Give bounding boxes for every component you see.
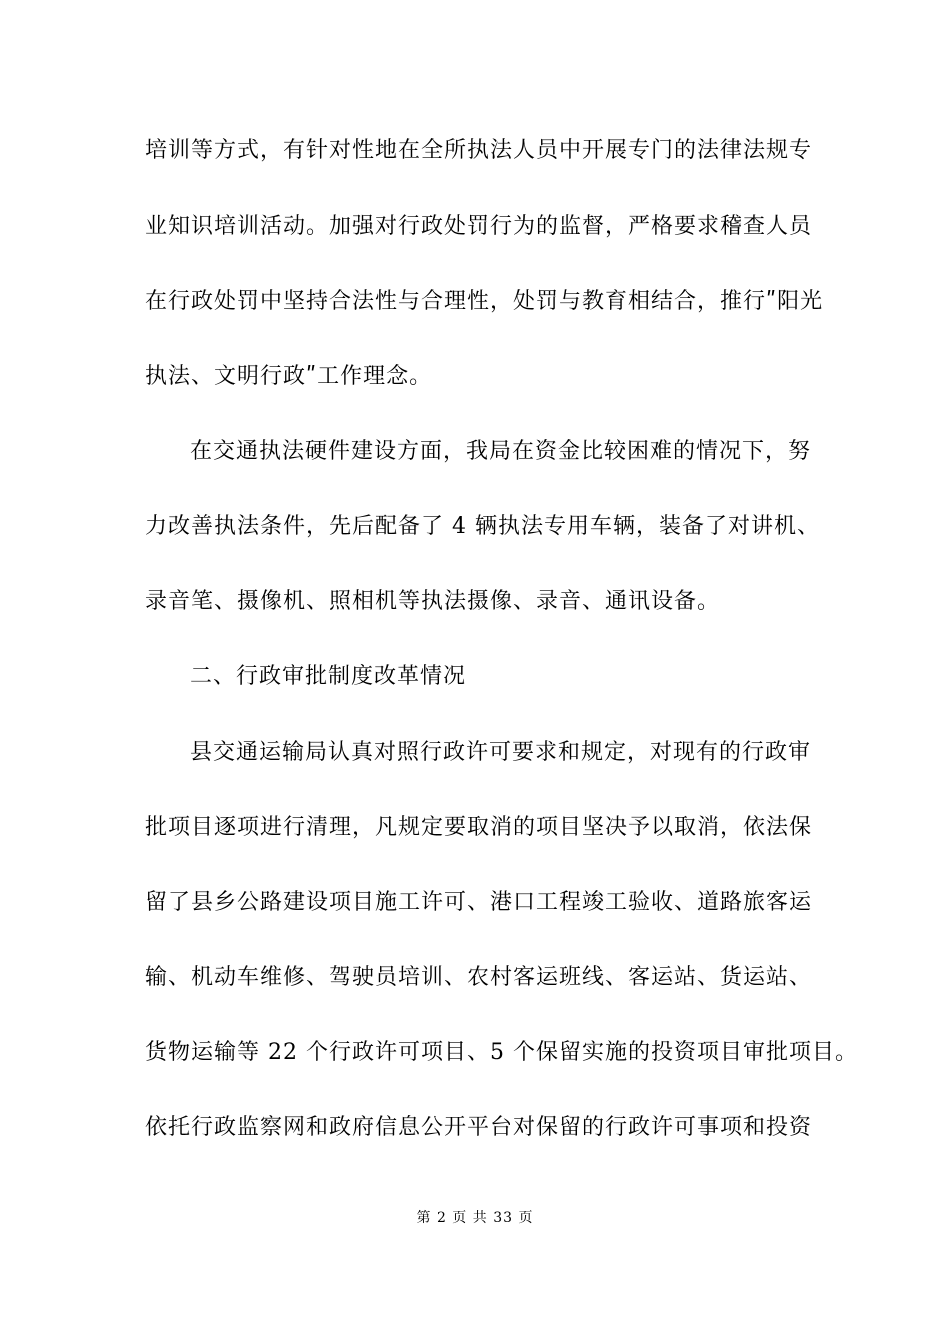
text-line: 输、机动车维修、驾驶员培训、农村客运班线、客运站、货运站、: [145, 965, 813, 990]
paragraph-first-line: 县交通运输局认真对照行政许可要求和规定，对现有的行政审: [190, 740, 812, 765]
text-line: 货物运输等 22 个行政许可项目、5 个保留实施的投资项目审批项目。: [145, 1040, 858, 1065]
text-line: 执法、文明行政ʺ工作理念。: [145, 364, 433, 389]
text-line: 录音笔、摄像机、照相机等执法摄像、录音、通讯设备。: [145, 589, 721, 614]
text-line: 业知识培训活动。加强对行政处罚行为的监督，严格要求稽查人员: [145, 214, 813, 239]
text-line: 批项目逐项进行清理，凡规定要取消的项目坚决予以取消，依法保: [145, 815, 813, 840]
text-line: 力改善执法条件，先后配备了 4 辆执法专用车辆，装备了对讲机、: [145, 514, 820, 539]
text-line: 依托行政监察网和政府信息公开平台对保留的行政许可事项和投资: [145, 1115, 813, 1140]
text-line: 培训等方式，有针对性地在全所执法人员中开展专门的法律法规专: [145, 138, 813, 163]
section-heading: 二、行政审批制度改革情况: [190, 664, 467, 689]
page-number-footer: 第 2 页 共 33 页: [416, 1210, 534, 1226]
paragraph-first-line: 在交通执法硬件建设方面，我局在资金比较困难的情况下，努: [190, 439, 812, 464]
text-line: 在行政处罚中坚持合法性与合理性，处罚与教育相结合，推行ʺ阳光: [145, 289, 824, 314]
text-line: 留了县乡公路建设项目施工许可、港口工程竣工验收、道路旅客运: [145, 890, 813, 915]
